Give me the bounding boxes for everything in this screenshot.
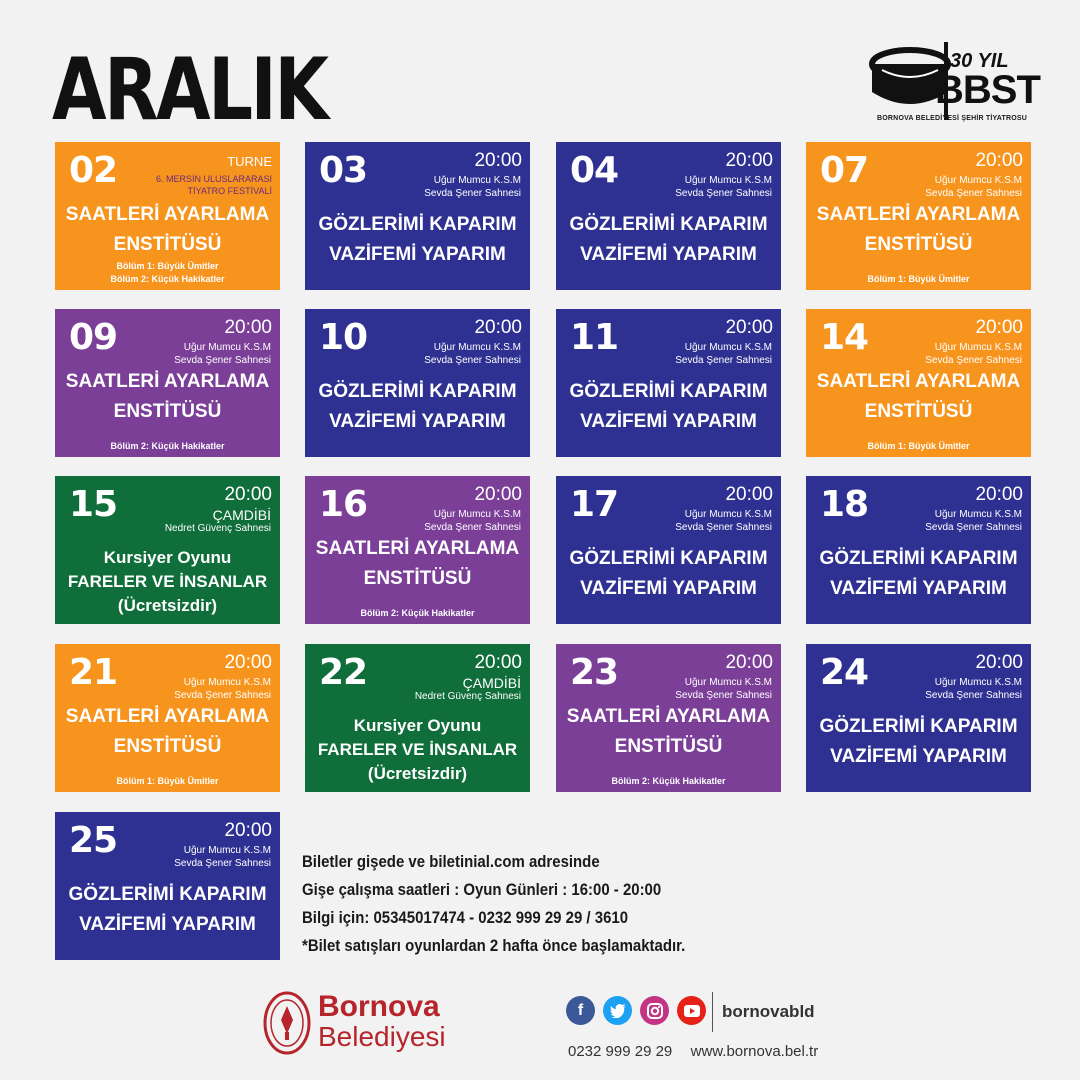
- event-card[interactable]: [806, 644, 1031, 792]
- play-line: GÖZLERİMİ KAPARIM: [569, 381, 768, 402]
- event-day: 14: [820, 317, 869, 358]
- venue-line: Sevda Şener Sahnesi: [675, 188, 772, 199]
- event-card[interactable]: [55, 142, 280, 290]
- play-line: SAATLERİ AYARLAMA: [816, 204, 1021, 225]
- bornova-name-sub: Belediyesi: [318, 1021, 446, 1052]
- play-line: ENSTİTÜSÜ: [363, 568, 472, 589]
- event-venue: [121, 676, 271, 702]
- event-card[interactable]: [55, 309, 280, 457]
- event-venue: [121, 508, 271, 536]
- venue-line: Uğur Mumcu K.S.M: [684, 175, 772, 186]
- event-venue: [622, 174, 772, 200]
- play-line: ENSTİTÜSÜ: [864, 401, 973, 422]
- episode-line: Bölüm 2: Küçük Hakikatler: [611, 776, 726, 786]
- event-play-title: [55, 200, 280, 260]
- play-line: GÖZLERİMİ KAPARIM: [68, 884, 267, 905]
- event-time: 20:00: [224, 317, 272, 338]
- event-card[interactable]: [556, 476, 781, 624]
- venue-line: Sevda Şener Sahnesi: [925, 188, 1022, 199]
- play-line: VAZİFEMİ YAPARIM: [830, 746, 1007, 767]
- event-day: 15: [69, 484, 118, 525]
- event-card[interactable]: [806, 476, 1031, 624]
- event-time: 20:00: [975, 150, 1023, 171]
- ticket-info: [302, 848, 685, 960]
- event-time: 20:00: [975, 484, 1023, 505]
- episode-line: Bölüm 1: Büyük Ümitler: [867, 441, 970, 451]
- event-play-title: [55, 546, 280, 618]
- play-line: (Ücretsizdir): [367, 764, 468, 783]
- event-card[interactable]: [305, 644, 530, 792]
- episode-line: Bölüm 2: Küçük Hakikatler: [360, 608, 475, 618]
- event-play-title: [556, 702, 781, 762]
- venue-line: Uğur Mumcu K.S.M: [433, 175, 521, 186]
- play-line: ENSTİTÜSÜ: [864, 234, 973, 255]
- event-time: 20:00: [474, 150, 522, 171]
- play-line: ENSTİTÜSÜ: [113, 401, 222, 422]
- bornova-name: Bornova: [318, 990, 440, 1023]
- venue-line: Sevda Şener Sahnesi: [925, 355, 1022, 366]
- event-play-title: [806, 544, 1031, 604]
- play-line: ENSTİTÜSÜ: [113, 234, 222, 255]
- venue-line: Uğur Mumcu K.S.M: [433, 342, 521, 353]
- event-day: 09: [69, 317, 118, 358]
- play-line: VAZİFEMİ YAPARIM: [580, 411, 757, 432]
- event-time: 20:00: [975, 317, 1023, 338]
- play-line: VAZİFEMİ YAPARIM: [580, 578, 757, 599]
- event-day: 02: [69, 150, 118, 191]
- event-time: 20:00: [725, 652, 773, 673]
- event-day: 10: [319, 317, 368, 358]
- play-line: VAZİFEMİ YAPARIM: [79, 914, 256, 935]
- event-card[interactable]: [556, 309, 781, 457]
- event-play-title: [806, 712, 1031, 772]
- episode-line: Bölüm 1: Büyük Ümitler: [116, 261, 219, 271]
- event-card[interactable]: [305, 309, 530, 457]
- play-line: VAZİFEMİ YAPARIM: [329, 244, 506, 265]
- venue-line: Sevda Şener Sahnesi: [424, 355, 521, 366]
- event-venue: [872, 341, 1022, 367]
- event-episode: [305, 607, 530, 620]
- info-line: Gişe çalışma saatleri : Oyun Günleri : 16:00 - 20:00: [302, 880, 662, 899]
- play-line: SAATLERİ AYARLAMA: [566, 706, 771, 727]
- event-episode: [556, 775, 781, 788]
- event-day: 04: [570, 150, 619, 191]
- event-time: 20:00: [725, 317, 773, 338]
- festival-line: 6. MERSİN ULUSLARARASI: [155, 174, 272, 184]
- event-day: 16: [319, 484, 368, 525]
- event-card[interactable]: [55, 644, 280, 792]
- play-line: FARELER VE İNSANLAR: [67, 572, 268, 591]
- social-handle[interactable]: bornovabld: [722, 1002, 815, 1021]
- event-day: 03: [319, 150, 368, 191]
- venue-line: Uğur Mumcu K.S.M: [183, 677, 271, 688]
- venue-line: Sevda Şener Sahnesi: [675, 690, 772, 701]
- venue-line: Sevda Şener Sahnesi: [174, 355, 271, 366]
- bbst-subtitle: BORNOVA BELEDİYESİ ŞEHİR TİYATROSU: [877, 115, 1027, 122]
- play-line: SAATLERİ AYARLAMA: [65, 371, 270, 392]
- contact-line: [568, 1043, 818, 1060]
- event-venue: [121, 844, 271, 870]
- venue-line: ÇAMDİBİ: [462, 675, 521, 691]
- event-play-title: [305, 210, 530, 270]
- bornova-seal-logo: [262, 990, 312, 1056]
- event-venue: [371, 508, 521, 534]
- event-episode: [55, 260, 280, 286]
- event-card[interactable]: [305, 476, 530, 624]
- play-line: GÖZLERİMİ KAPARIM: [819, 548, 1018, 569]
- event-time: 20:00: [725, 484, 773, 505]
- event-card[interactable]: [556, 644, 781, 792]
- venue-line: Sevda Şener Sahnesi: [675, 355, 772, 366]
- event-play-title: [55, 880, 280, 940]
- event-episode: [55, 440, 280, 453]
- event-day: 24: [820, 652, 869, 693]
- event-card[interactable]: [55, 476, 280, 624]
- venue-line: ÇAMDİBİ: [212, 507, 271, 523]
- event-day: 17: [570, 484, 619, 525]
- event-venue: [622, 676, 772, 702]
- event-play-title: [305, 534, 530, 594]
- play-line: ENSTİTÜSÜ: [614, 736, 723, 757]
- event-venue: [371, 174, 521, 200]
- event-time: 20:00: [474, 484, 522, 505]
- event-day: 23: [570, 652, 619, 693]
- event-day: 21: [69, 652, 118, 693]
- play-line: VAZİFEMİ YAPARIM: [580, 244, 757, 265]
- event-time: 20:00: [224, 484, 272, 505]
- event-venue: [622, 508, 772, 534]
- play-line: GÖZLERİMİ KAPARIM: [819, 716, 1018, 737]
- play-line: GÖZLERİMİ KAPARIM: [569, 548, 768, 569]
- play-line: GÖZLERİMİ KAPARIM: [318, 381, 517, 402]
- venue-line: Sevda Şener Sahnesi: [424, 522, 521, 533]
- page-title: ARALIK: [52, 40, 327, 140]
- venue-line: Sevda Şener Sahnesi: [174, 690, 271, 701]
- event-time: 20:00: [224, 652, 272, 673]
- event-venue: [371, 676, 521, 704]
- play-line: SAATLERİ AYARLAMA: [65, 204, 270, 225]
- venue-line: Uğur Mumcu K.S.M: [684, 677, 772, 688]
- event-play-title: [806, 367, 1031, 427]
- venue-line: Nedret Güvenç Sahnesi: [414, 691, 521, 702]
- play-line: FARELER VE İNSANLAR: [317, 740, 518, 759]
- event-play-title: [55, 702, 280, 762]
- play-line: Kursiyer Oyunu: [353, 716, 482, 735]
- venue-line: Sevda Şener Sahnesi: [174, 858, 271, 869]
- event-day: 18: [820, 484, 869, 525]
- event-card[interactable]: [806, 142, 1031, 290]
- play-line: SAATLERİ AYARLAMA: [315, 538, 520, 559]
- play-line: GÖZLERİMİ KAPARIM: [569, 214, 768, 235]
- event-play-title: [806, 200, 1031, 260]
- play-line: Kursiyer Oyunu: [103, 548, 232, 567]
- event-venue: [121, 341, 271, 367]
- info-line: Bilgi için: 05345017474 - 0232 999 29 29 / 3610: [302, 908, 629, 927]
- event-play-title: [55, 367, 280, 427]
- event-play-title: [556, 377, 781, 437]
- event-play-title: [305, 377, 530, 437]
- social-links: [566, 996, 706, 1025]
- event-play-title: [556, 210, 781, 270]
- venue-line: Uğur Mumcu K.S.M: [934, 509, 1022, 520]
- twitter-icon[interactable]: [603, 996, 632, 1025]
- play-line: VAZİFEMİ YAPARIM: [329, 411, 506, 432]
- venue-line: Uğur Mumcu K.S.M: [934, 677, 1022, 688]
- divider: [712, 992, 713, 1032]
- event-play-title: [556, 544, 781, 604]
- event-time: 20:00: [474, 652, 522, 673]
- info-line: Biletler gişede ve biletinial.com adresinde: [302, 852, 600, 871]
- venue-line: Uğur Mumcu K.S.M: [684, 342, 772, 353]
- youtube-icon[interactable]: [677, 996, 706, 1025]
- play-line: SAATLERİ AYARLAMA: [65, 706, 270, 727]
- event-venue: [872, 508, 1022, 534]
- event-play-title: [305, 714, 530, 786]
- event-time: 20:00: [224, 820, 272, 841]
- event-time: 20:00: [975, 652, 1023, 673]
- venue-line: Sevda Şener Sahnesi: [675, 522, 772, 533]
- event-venue: [371, 341, 521, 367]
- instagram-icon[interactable]: [640, 996, 669, 1025]
- event-time: 20:00: [725, 150, 773, 171]
- event-tour: TURNE: [227, 154, 272, 169]
- venue-line: Nedret Güvenç Sahnesi: [164, 523, 271, 534]
- episode-line: Bölüm 1: Büyük Ümitler: [867, 274, 970, 284]
- event-day: 25: [69, 820, 118, 861]
- bbst-years: 30 YIL: [950, 50, 1009, 72]
- event-card[interactable]: [806, 309, 1031, 457]
- venue-line: Sevda Şener Sahnesi: [424, 188, 521, 199]
- venue-line: Uğur Mumcu K.S.M: [934, 342, 1022, 353]
- play-line: SAATLERİ AYARLAMA: [816, 371, 1021, 392]
- event-day: 22: [319, 652, 368, 693]
- venue-line: Uğur Mumcu K.S.M: [684, 509, 772, 520]
- festival-line: TİYATRO FESTİVALİ: [187, 186, 272, 196]
- event-card[interactable]: [556, 142, 781, 290]
- venue-line: Uğur Mumcu K.S.M: [183, 845, 271, 856]
- venue-line: Sevda Şener Sahnesi: [925, 690, 1022, 701]
- bbst-brand: BBST: [935, 68, 1040, 112]
- event-time: 20:00: [474, 317, 522, 338]
- event-card[interactable]: [55, 812, 280, 960]
- venue-line: Sevda Şener Sahnesi: [925, 522, 1022, 533]
- event-venue: [872, 174, 1022, 200]
- play-line: (Ücretsizdir): [117, 596, 218, 615]
- event-episode: [55, 775, 280, 788]
- event-venue: [872, 676, 1022, 702]
- phone-number[interactable]: 0232 999 29 29: [568, 1043, 673, 1060]
- event-card[interactable]: [305, 142, 530, 290]
- venue-line: Uğur Mumcu K.S.M: [934, 175, 1022, 186]
- event-tour-festival: [156, 173, 272, 197]
- episode-line: Bölüm 2: Küçük Hakikatler: [110, 274, 225, 284]
- play-line: GÖZLERİMİ KAPARIM: [318, 214, 517, 235]
- episode-line: Bölüm 1: Büyük Ümitler: [116, 776, 219, 786]
- event-episode: [806, 273, 1031, 286]
- episode-line: Bölüm 2: Küçük Hakikatler: [110, 441, 225, 451]
- event-day: 11: [570, 317, 619, 358]
- event-episode: [806, 440, 1031, 453]
- event-day: 07: [820, 150, 869, 191]
- event-venue: [622, 341, 772, 367]
- facebook-icon[interactable]: f: [566, 996, 595, 1025]
- play-line: VAZİFEMİ YAPARIM: [830, 578, 1007, 599]
- website-link[interactable]: www.bornova.bel.tr: [690, 1043, 819, 1060]
- info-line: *Bilet satışları oyunlardan 2 hafta önce başlamaktadır.: [302, 936, 686, 955]
- venue-line: Uğur Mumcu K.S.M: [433, 509, 521, 520]
- play-line: ENSTİTÜSÜ: [113, 736, 222, 757]
- venue-line: Uğur Mumcu K.S.M: [183, 342, 271, 353]
